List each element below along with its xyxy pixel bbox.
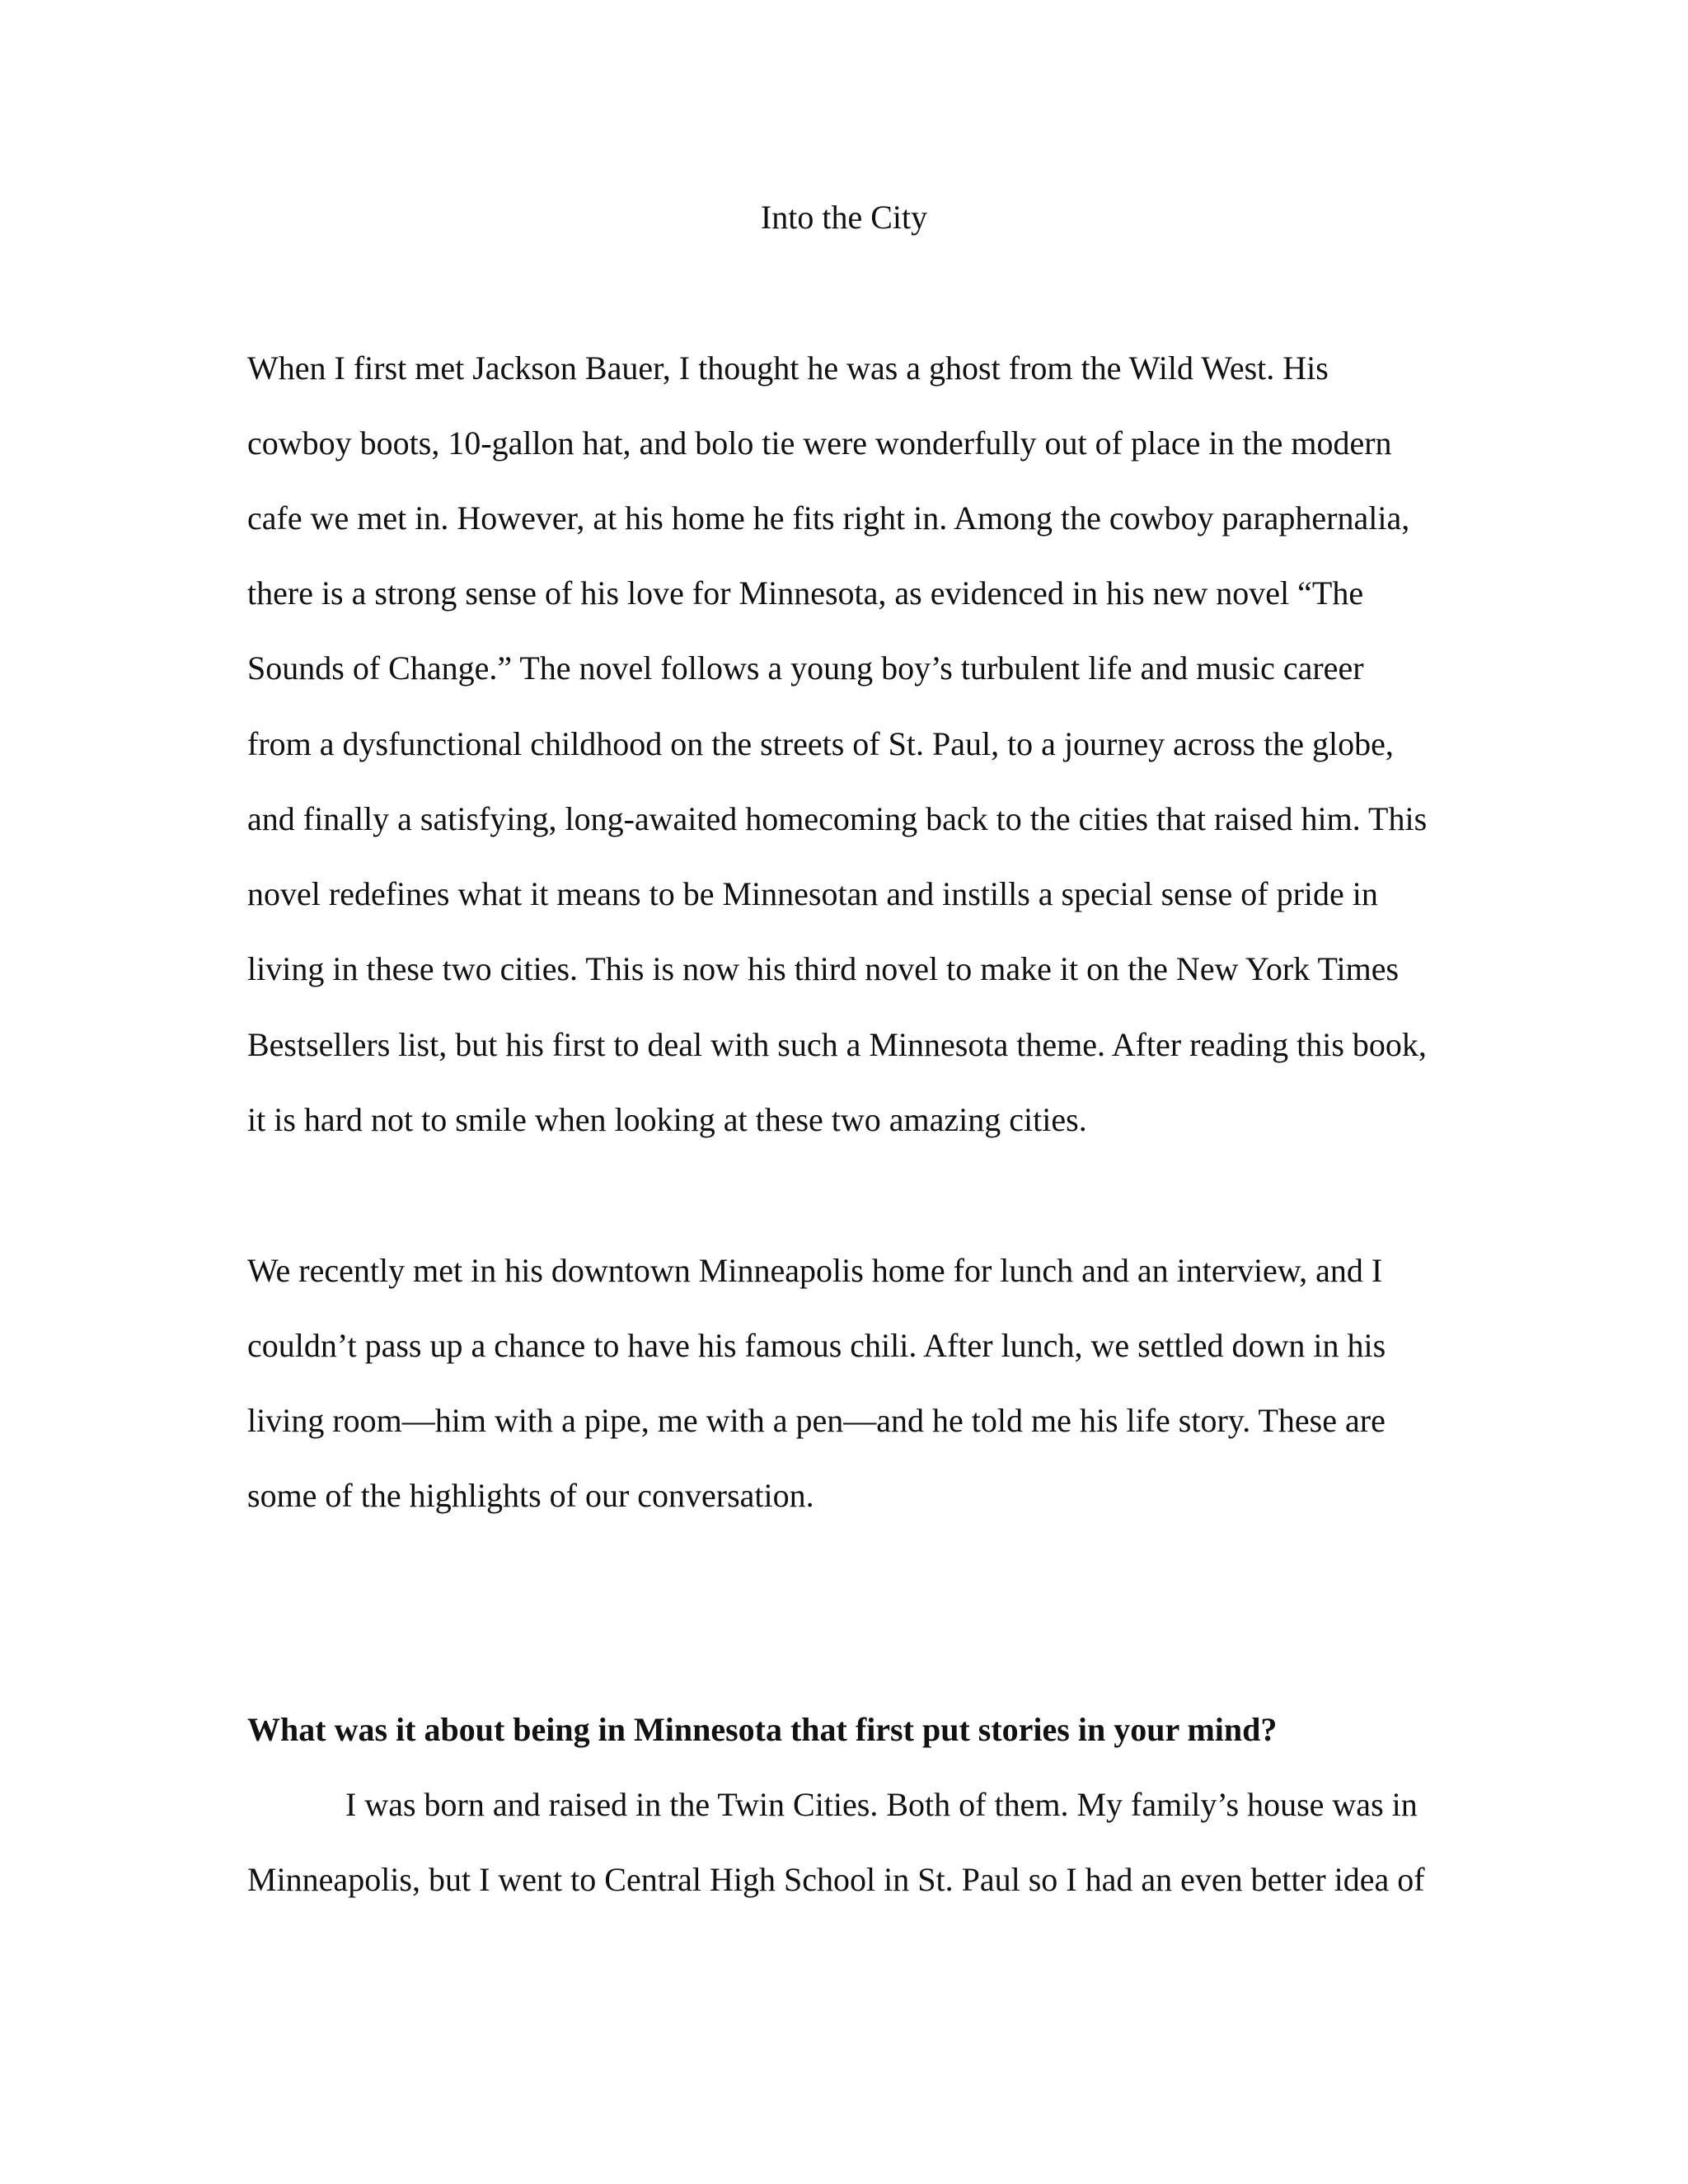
paragraph1-line-2: cowboy boots, 10-gallon hat, and bolo tie were wonderfully out of place in the modern: [247, 424, 1392, 462]
paragraph1-line-9: living in these two cities. This is now his third novel to make it on the New York Times: [247, 950, 1400, 987]
paragraph1-line-5: Sounds of Change.” The novel follows a young boy’s turbulent life and music career: [247, 649, 1364, 687]
paragraph2-line-2: couldn’t pass up a chance to have his famous chili. After lunch, we settled down in his: [247, 1327, 1386, 1364]
paragraph2-line-3: living room—him with a pipe, me with a pen—and he told me his life story. These are: [247, 1402, 1386, 1439]
paragraph1-line-3: cafe we met in. However, at his home he fits right in. Among the cowboy paraphernalia,: [247, 499, 1410, 537]
paragraph2-line-1: We recently met in his downtown Minneapolis home for lunch and an interview, and I: [247, 1252, 1383, 1289]
paragraph1-line-6: from a dysfunctional childhood on the streets of St. Paul, to a journey across the globe,: [247, 725, 1394, 762]
paragraph2-line-4: some of the highlights of our conversation.: [247, 1477, 814, 1514]
answer1-line-2: Minneapolis, but I went to Central High School in St. Paul so I had an even better idea of: [247, 1861, 1425, 1898]
paragraph1-line-10: Bestsellers list, but his first to deal with such a Minnesota theme. After reading this book,: [247, 1026, 1427, 1063]
paragraph1-line-7: and finally a satisfying, long-awaited homecoming back to the cities that raised him. This: [247, 800, 1428, 837]
document-title: Into the City: [760, 199, 928, 236]
paragraph1-line-8: novel redefines what it means to be Minnesotan and instills a special sense of pride in: [247, 875, 1378, 912]
paragraph1-line-11: it is hard not to smile when looking at these two amazing cities.: [247, 1101, 1087, 1138]
answer1-line-1: I was born and raised in the Twin Cities. Both of them. My family’s house was in: [345, 1786, 1418, 1823]
paragraph1-line-4: there is a strong sense of his love for Minnesota, as evidenced in his new novel “The: [247, 574, 1364, 612]
paragraph1-line-1: When I first met Jackson Bauer, I thought he was a ghost from the Wild West. His: [247, 349, 1329, 387]
question-heading: What was it about being in Minnesota that first put stories in your mind?: [247, 1711, 1278, 1748]
